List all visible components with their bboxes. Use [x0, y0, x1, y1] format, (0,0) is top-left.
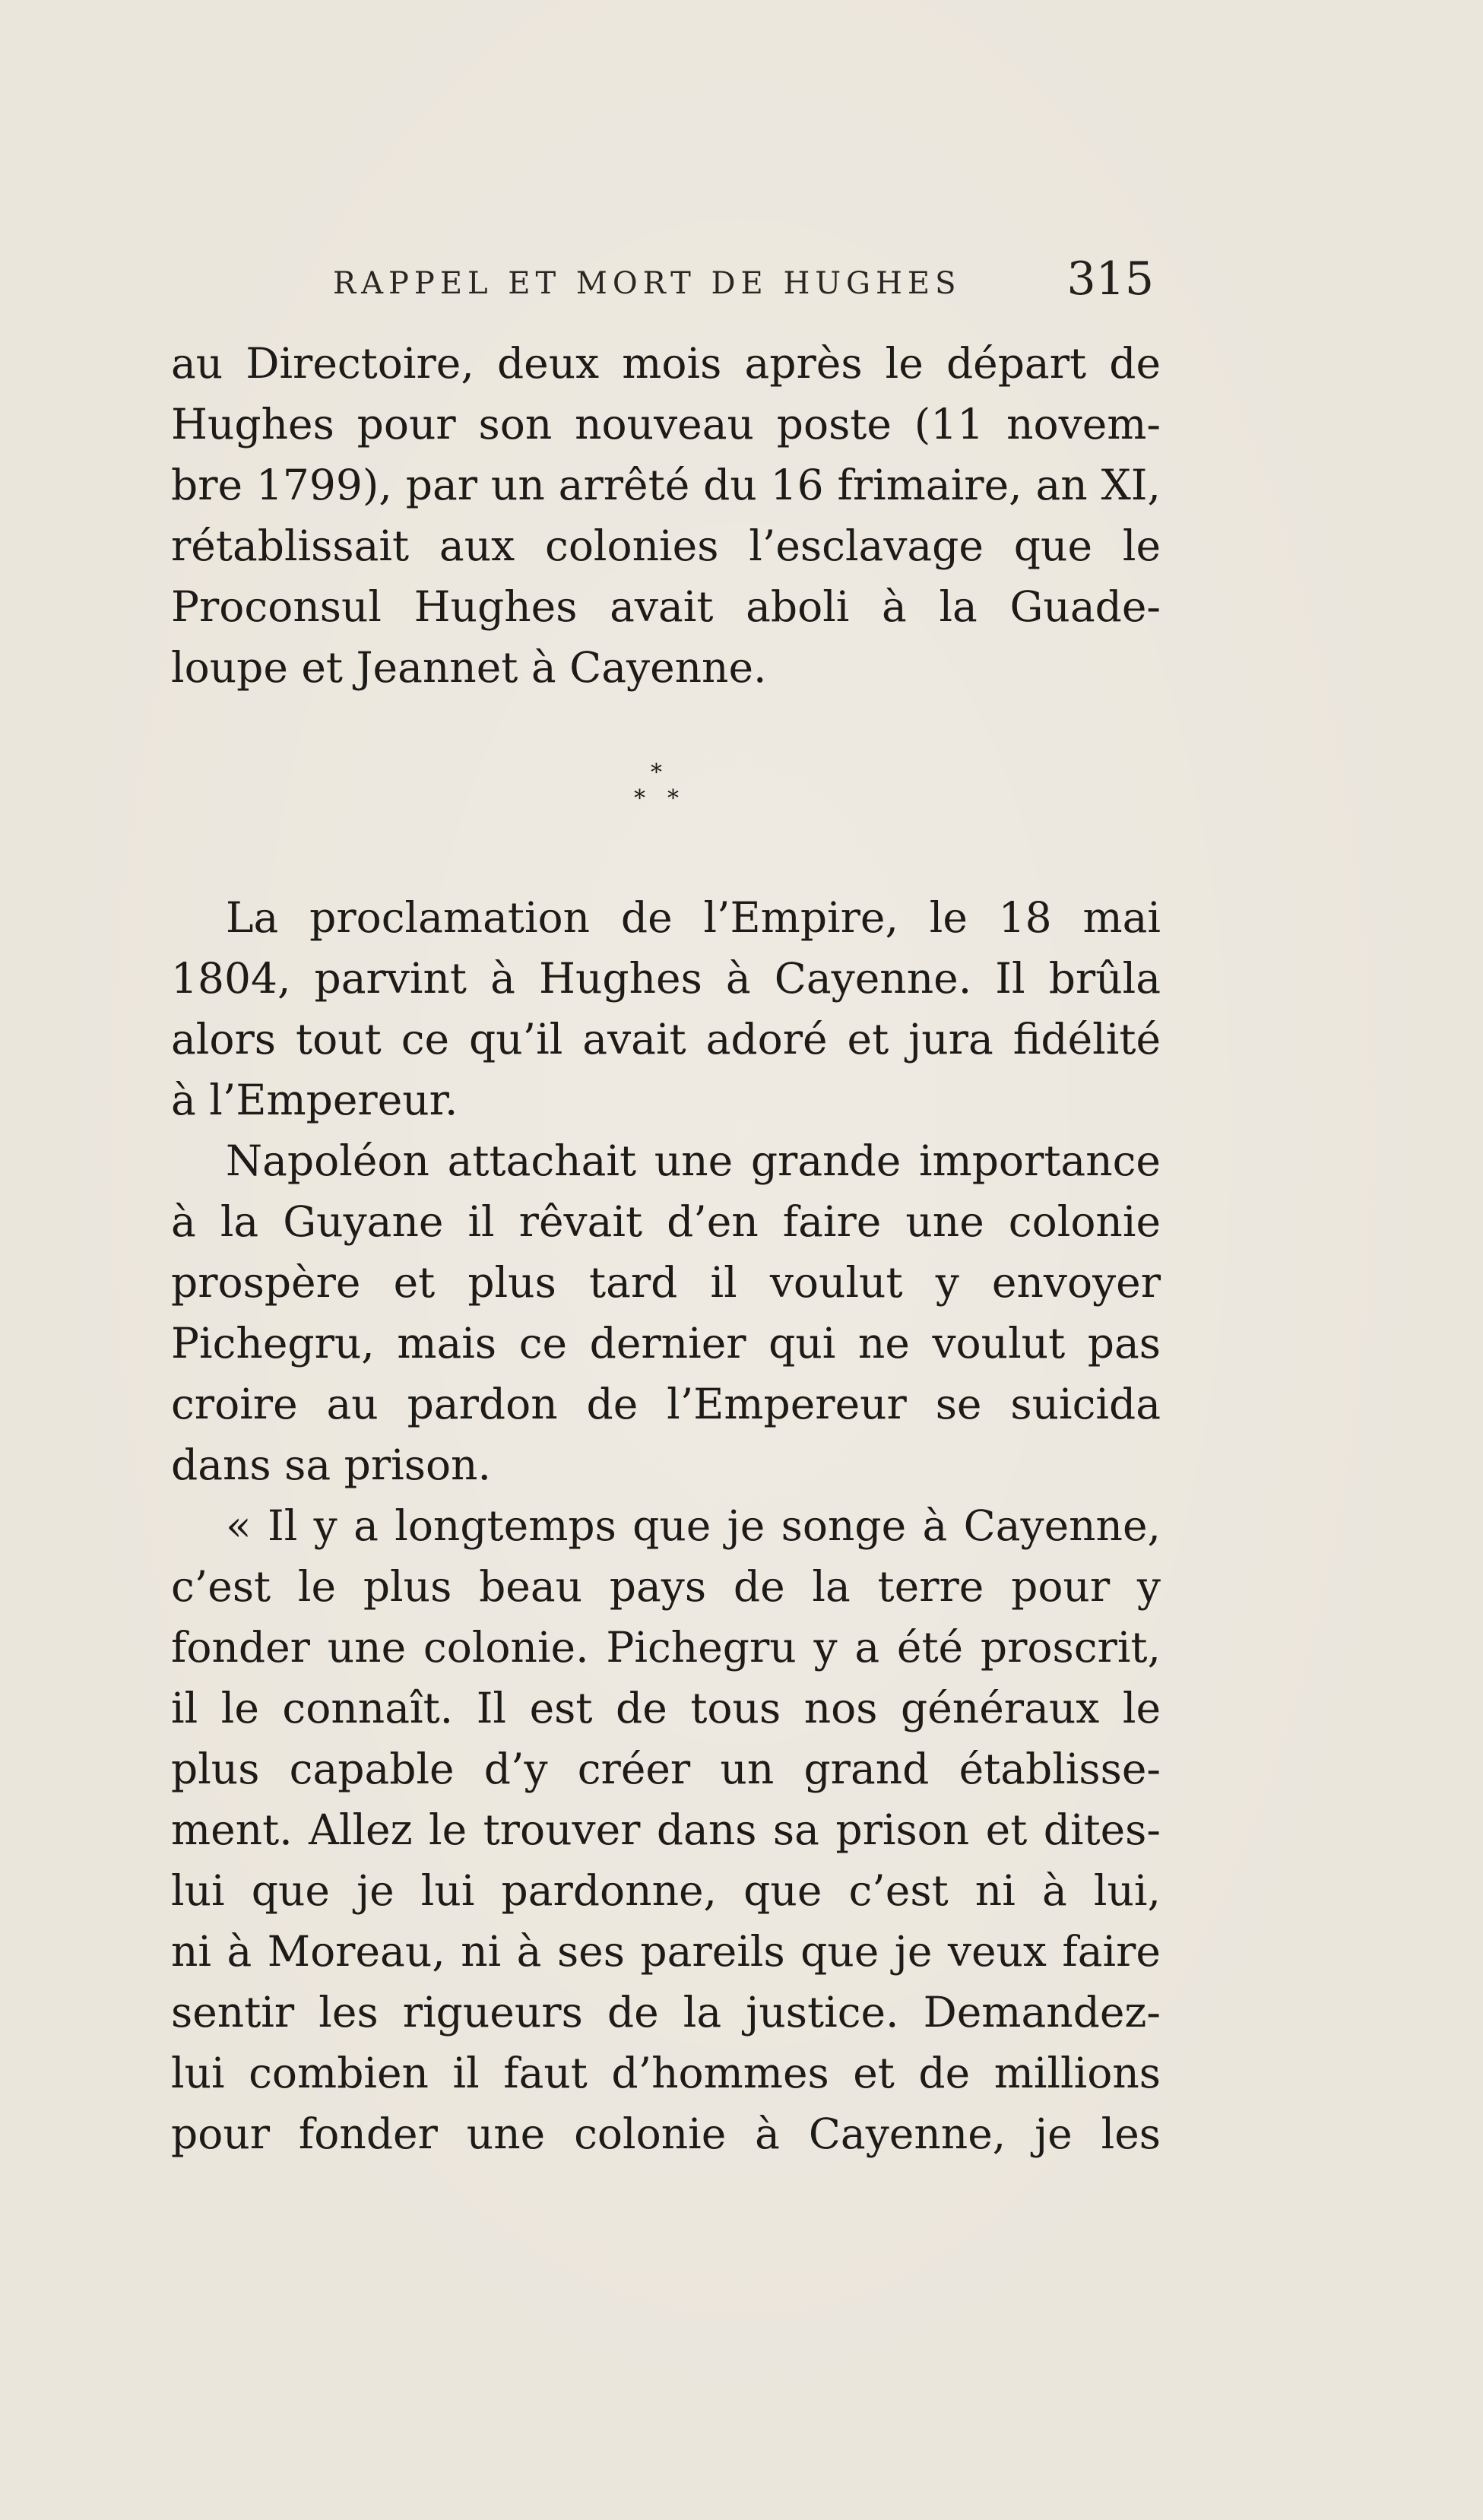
paragraph-4 — [171, 1495, 1161, 2164]
text-line: prospère et plus tard il voulut y envoyer — [171, 1258, 1161, 1307]
text-line: croire au pardon de l’Empereur se suicida — [171, 1380, 1161, 1428]
text-line: rétablissait aux colonies l’esclavage que le — [171, 521, 1161, 570]
section-break-asterism — [623, 759, 699, 823]
text-line: dans sa prison. — [171, 1441, 491, 1489]
text-line: à la Guyane il rêvait d’en faire une colonie — [171, 1197, 1161, 1246]
text-line: ni à Moreau, ni à ses pareils que je veux faire — [171, 1927, 1161, 1976]
text-line: lui combien il faut d’hommes et de millions — [171, 2049, 1161, 2097]
text-line: loupe et Jeannet à Cayenne. — [171, 643, 767, 692]
text-line: ment. Allez le trouver dans sa prison et dites- — [171, 1805, 1161, 1854]
asterism-star: * — [667, 785, 679, 812]
running-head: RAPPEL ET MORT DE HUGHES — [333, 266, 962, 301]
paragraph-3 — [171, 1130, 1161, 1495]
text-line: Pichegru, mais ce dernier qui ne voulut pas — [171, 1319, 1161, 1368]
text-line: La proclamation de l’Empire, le 18 mai — [226, 893, 1161, 942]
text-line: Proconsul Hughes avait aboli à la Guade- — [171, 582, 1161, 631]
text-line: fonder une colonie. Pichegru y a été proscrit, — [171, 1623, 1161, 1672]
paragraph-1 — [171, 333, 1161, 698]
text-line: sentir les rigueurs de la justice. Demandez- — [171, 1988, 1161, 2037]
asterism-star: * — [651, 759, 662, 786]
text-line: alors tout ce qu’il avait adoré et jura fidélité — [171, 1015, 1161, 1063]
text-line: pour fonder une colonie à Cayenne, je les — [171, 2110, 1161, 2158]
text-line: à l’Empereur. — [171, 1076, 458, 1124]
text-line: Hughes pour son nouveau poste (11 novem- — [171, 400, 1161, 449]
asterism-star: * — [634, 785, 645, 812]
text-line: il le connaît. Il est de tous nos généraux le — [171, 1684, 1161, 1732]
paragraph-2 — [171, 887, 1161, 1130]
text-line: au Directoire, deux mois après le départ de — [171, 339, 1161, 388]
text-line: « Il y a longtemps que je songe à Cayenne, — [226, 1501, 1161, 1550]
page-header — [173, 252, 1154, 321]
text-line: 1804, parvint à Hughes à Cayenne. Il brûla — [171, 954, 1161, 1003]
text-line: bre 1799), par un arrêté du 16 frimaire, an XI, — [171, 461, 1161, 509]
text-line: Napoléon attachait une grande importance — [226, 1136, 1161, 1185]
text-line: c’est le plus beau pays de la terre pour y — [171, 1562, 1161, 1611]
page-number: 315 — [1066, 252, 1154, 306]
section-2 — [171, 887, 1161, 2164]
text-line: lui que je lui pardonne, que c’est ni à lui, — [171, 1866, 1161, 1915]
text-line: plus capable d’y créer un grand établisse- — [171, 1745, 1161, 1793]
